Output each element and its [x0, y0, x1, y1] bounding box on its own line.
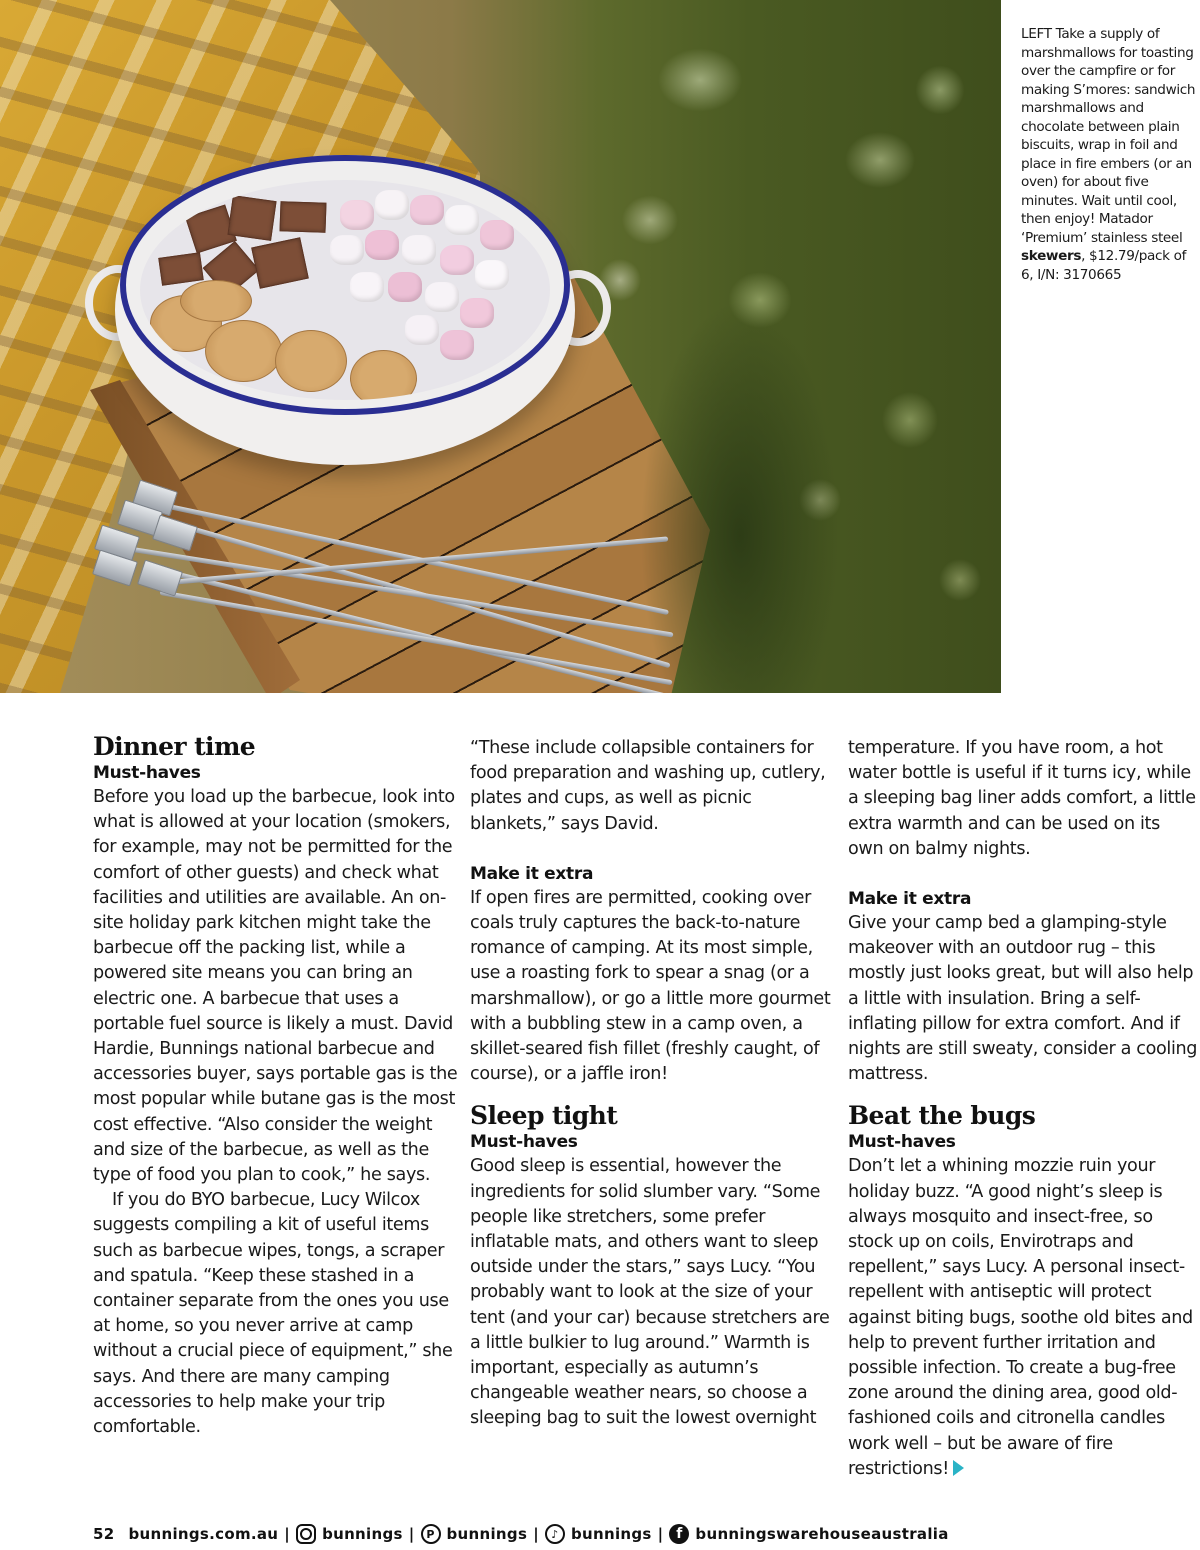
- article-column-2: [470, 736, 835, 1432]
- bugs-paragraph-text: Don’t let a whining mozzie ruin your holiday buzz. “A good night’s sleep is always mosquito and insect-free, so stock up on coils, Envirotraps and repellent,” says Lucy. A personal insect-repellent with antiseptic will protect against biting bugs, soothe old bites and help to prevent further irritation and possible infection. To create a bug-free zone around the dining area, good old-fashioned coils and citronella candles work well – but be aware of fire restrictions!: [848, 1156, 1193, 1479]
- marshmallow: [440, 245, 474, 275]
- biscuit: [350, 350, 417, 400]
- heading-sleep-tight: Sleep tight: [470, 1101, 618, 1131]
- sleep-paragraph-1: Good sleep is essential, however the ingredients for solid slumber vary. “Some people like stretchers, some prefer inflatable mats, and others want to sleep outside under the stars,” says Lucy. “You probably want to look at the size of your tent (and your car) because stretchers are a little bulkier to lug around.” Warmth is important, especially as autumn’s changeable weather nears, so choose a sleeping bag to suit the lowest overnight: [470, 1156, 830, 1429]
- heading-dinner-time: Dinner time: [93, 732, 256, 761]
- pinterest-icon[interactable]: P: [421, 1524, 441, 1544]
- bugs-paragraph-1: [848, 1154, 1200, 1482]
- marshmallow: [375, 190, 409, 220]
- biscuit: [180, 280, 252, 322]
- marshmallow: [440, 330, 474, 360]
- marshmallow: [460, 298, 494, 328]
- pinterest-handle[interactable]: bunnings: [446, 1525, 528, 1543]
- instagram-handle[interactable]: bunnings: [322, 1525, 403, 1543]
- separator: |: [284, 1525, 291, 1543]
- caption-price: , $12.79/pack of 6, I/N: 3170665: [1021, 248, 1187, 283]
- instagram-icon[interactable]: [296, 1524, 316, 1544]
- dinner-extra-paragraph: If open fires are permitted, cooking over coals truly captures the back-to-nature romance of camping. At its most simple, use a roasting fork to spear a snag (or a marshmallow), or go a little more gourmet with a bubbling stew in a camp oven, a skillet-seared fish fillet (freshly caught, of course), or a jaffle iron!: [470, 887, 831, 1085]
- dinner-paragraph-2: If you do BYO barbecue, Lucy Wilcox suggests compiling a kit of useful items such as barbecue wipes, tongs, a scraper and spatula. “Keep these stashed in a container separate from the ones you use at home, so you never arrive at camp without a crucial piece of equipment,” she says. And there are many camping accessories to help make your trip comfortable.: [93, 1190, 453, 1438]
- marshmallow: [388, 272, 422, 302]
- bowl-contents: [140, 180, 550, 400]
- biscuit: [205, 320, 282, 382]
- hero-photo: [0, 0, 1001, 693]
- chocolate-piece: [251, 237, 309, 288]
- caption-text: Take a supply of marshmallows for toasting over the campfire or for making S’mores: sandwich marshmallows and chocolate between plain biscuits, wrap in foil and place in fire embers (or an oven) for about five minutes. Wait until cool, then enjoy! Matador ‘Premium’ stainless steel: [1021, 26, 1196, 246]
- subheading-must-haves: Must-haves: [848, 1132, 956, 1153]
- article-column-1: [93, 733, 458, 1440]
- subheading-make-it-extra: Make it extra: [470, 863, 594, 884]
- facebook-icon[interactable]: f: [669, 1524, 689, 1544]
- chocolate-piece: [158, 252, 203, 286]
- biscuit: [275, 330, 347, 392]
- facebook-handle[interactable]: bunningswarehouseaustralia: [695, 1525, 949, 1543]
- sleep-extra-paragraph: Give your camp bed a glamping-style makeover with an outdoor rug – this mostly just looks great, but will also help a little with insulation. Bring a self-inflating pillow for extra comfort. And if nights are still sweaty, consider a cooling mattress.: [848, 913, 1198, 1085]
- marshmallow: [410, 195, 444, 225]
- marshmallow: [480, 220, 514, 250]
- website-link[interactable]: bunnings.com.au: [128, 1525, 279, 1543]
- marshmallow: [365, 230, 399, 260]
- chocolate-piece: [227, 195, 276, 241]
- marshmallow: [350, 272, 384, 302]
- marshmallow: [475, 260, 509, 290]
- marshmallow: [402, 235, 436, 265]
- caption-lead: LEFT: [1021, 26, 1052, 42]
- separator: |: [657, 1525, 664, 1543]
- article-column-3: [848, 736, 1200, 1482]
- dinner-paragraph-3: “These include collapsible containers for food preparation and washing up, cutlery, plates and cups, as well as picnic blankets,” says David.: [470, 738, 826, 834]
- photo-caption: [1021, 25, 1199, 284]
- page-number: 52: [93, 1525, 115, 1543]
- skewer-handle: [137, 559, 183, 596]
- subheading-make-it-extra: Make it extra: [848, 889, 972, 910]
- separator: |: [408, 1525, 415, 1543]
- marshmallow: [445, 205, 479, 235]
- end-of-article-triangle-icon: [953, 1460, 964, 1476]
- marshmallow: [340, 200, 374, 230]
- page-footer: [93, 1523, 949, 1545]
- sleep-paragraph-1-continued: temperature. If you have room, a hot water bottle is useful if it turns icy, while a sleeping bag liner adds comfort, a little extra warmth and can be used on its own on balmy nights.: [848, 738, 1196, 859]
- heading-beat-the-bugs: Beat the bugs: [848, 1101, 1036, 1131]
- chocolate-piece: [279, 201, 326, 233]
- separator: |: [533, 1525, 539, 1543]
- marshmallow: [405, 315, 439, 345]
- caption-product-name: skewers: [1021, 248, 1082, 264]
- dinner-paragraph-1: Before you load up the barbecue, look into what is allowed at your location (smokers, for example, may not be permitted for the comfort of other guests) and check what facilities and utilities are available. An on-site holiday park kitchen might take the barbecue off the packing list, while a powered site means you can bring an electric one. A barbecue that uses a portable fuel source is likely a must. David Hardie, Bunnings national barbecue and accessories buyer, says portable gas is the most popular while butane gas is the most cost effective. “Also consider the weight and size of the barbecue, as well as the type of food you plan to cook,” he says.: [93, 787, 458, 1186]
- tiktok-handle[interactable]: bunnings: [570, 1525, 652, 1543]
- marshmallow: [425, 282, 459, 312]
- subheading-must-haves: Must-haves: [470, 1132, 578, 1153]
- tiktok-icon[interactable]: ♪: [545, 1524, 565, 1544]
- marshmallow: [330, 235, 364, 265]
- subheading-must-haves: Must-haves: [93, 763, 201, 783]
